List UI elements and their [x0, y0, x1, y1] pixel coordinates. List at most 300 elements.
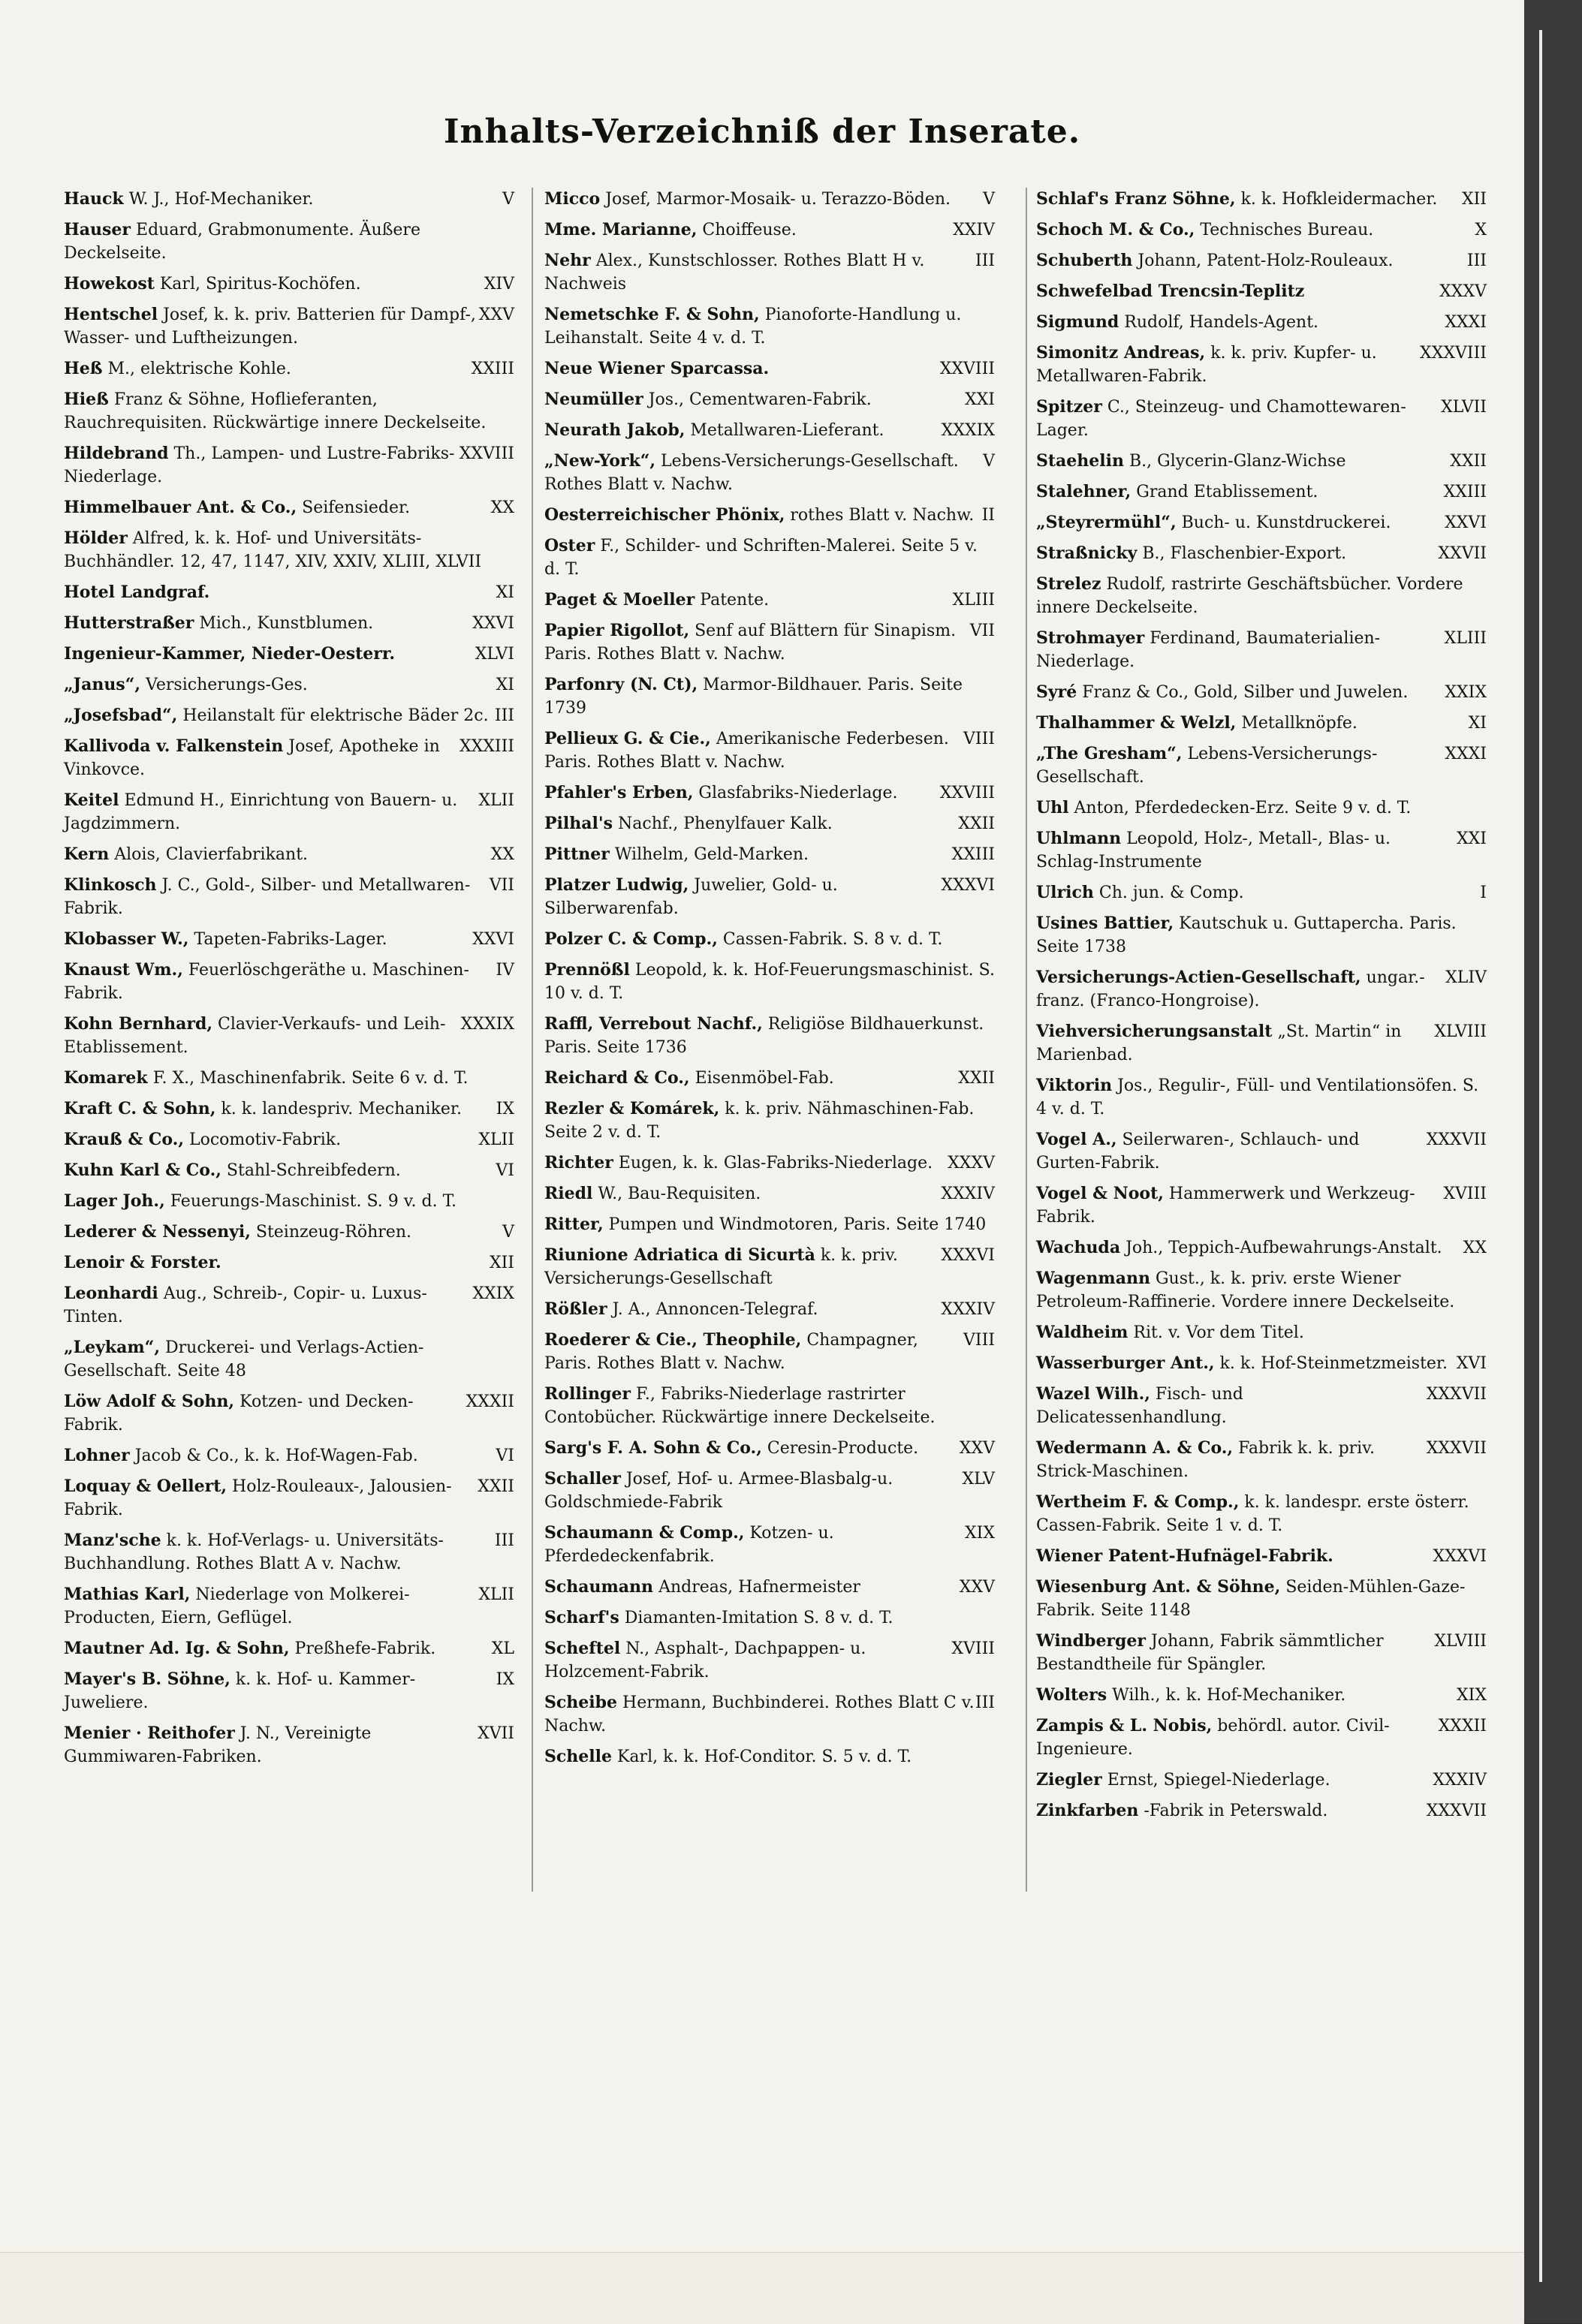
index-entry [544, 534, 995, 581]
index-entry [64, 1128, 514, 1151]
entry-reference: XXXIV [941, 1300, 995, 1319]
entry-description: W., Bau-Requisiten. [598, 1185, 761, 1203]
entry-name: Klinkosch [64, 875, 157, 895]
entry-name: Hentschel [64, 305, 158, 324]
entry-reference: XL [491, 1639, 514, 1658]
index-entry [64, 1390, 514, 1437]
entry-reference: XIX [1456, 1686, 1487, 1705]
entry-reference: IV [496, 961, 514, 980]
entry-reference: XXI [964, 390, 995, 409]
entry-description: Jos., Regulir-, Füll- und Ventilationsöfen. S. 4 v. d. T. [1036, 1076, 1479, 1118]
index-entry [1036, 396, 1487, 442]
entry-description: Patente. [700, 591, 770, 610]
index-entry [64, 1067, 514, 1090]
entry-reference: XXVIII [939, 360, 995, 378]
entry-reference: XXXI [1445, 745, 1487, 763]
index-entry [64, 1637, 514, 1660]
index-entry [544, 1067, 995, 1090]
entry-name: Schuberth [1036, 251, 1133, 270]
index-entry [544, 874, 995, 920]
entry-description: Seifensieder. [302, 498, 411, 517]
index-entry [544, 959, 995, 1005]
index-entry [544, 1522, 995, 1568]
entry-reference: XII [1461, 190, 1487, 209]
entry-reference: VII [489, 876, 514, 895]
entry-name: Viktorin [1036, 1076, 1113, 1095]
entry-name: Krauß & Co., [64, 1130, 184, 1149]
index-entry [1036, 1383, 1487, 1429]
entry-reference: XXII [958, 814, 995, 833]
entry-reference: V [983, 190, 995, 209]
entry-description: Champagner, Paris. Rothes Blatt v. Nachw. [544, 1331, 918, 1373]
entry-name: Simonitz Andreas, [1036, 343, 1206, 363]
entry-name: Micco [544, 189, 601, 209]
entry-name: Zinkfarben [1036, 1801, 1139, 1820]
entry-reference: XXIX [472, 1284, 514, 1303]
entry-name: Scharf's [544, 1608, 619, 1627]
entry-description: Jacob & Co., k. k. Hof-Wagen-Fab. [134, 1446, 418, 1465]
entry-reference: XXXV [948, 1154, 995, 1173]
entry-name: Schaller [544, 1469, 621, 1489]
index-entry [1036, 1545, 1487, 1568]
entry-reference: VIII [963, 730, 995, 748]
entry-reference: XXVI [472, 930, 514, 949]
entry-description: Steinzeug-Röhren. [255, 1223, 411, 1242]
entry-reference: XXVIII [459, 444, 514, 463]
entry-reference: XXXVI [1433, 1547, 1487, 1566]
entry-reference: XXXVII [1426, 1385, 1487, 1404]
entry-reference: XXXVII [1426, 1802, 1487, 1820]
column-divider [532, 188, 533, 1892]
entry-name: Vogel A., [1036, 1130, 1117, 1149]
entry-description: C., Steinzeug- und Chamottewaren-Lager. [1036, 398, 1406, 440]
index-entry [1036, 1684, 1487, 1707]
entry-description: behördl. autor. Civil-Ingenieure. [1036, 1717, 1390, 1759]
entry-description: Cassen-Fabrik. S. 8 v. d. T. [722, 930, 943, 949]
entry-reference: III [1466, 251, 1487, 270]
entry-description: Wilhelm, Geld-Marken. [614, 845, 809, 864]
index-entry [64, 442, 514, 489]
entry-name: Kohn Bernhard, [64, 1014, 213, 1034]
entry-name: Lenoir & Forster. [64, 1253, 221, 1272]
entry-description: Aug., Schreib-, Copir- u. Luxus-Tinten. [64, 1284, 427, 1326]
index-entry [1036, 1321, 1487, 1344]
entry-name: Lager Joh., [64, 1191, 165, 1211]
entry-description: F., Schilder- und Schriften-Malerei. Seite 5 v. d. T. [544, 537, 978, 579]
entry-description: B., Flaschenbier-Export. [1142, 544, 1347, 563]
entry-name: Raffl, Verrebout Nachf., [544, 1014, 763, 1034]
entry-name: Pittner [544, 844, 610, 864]
entry-reference: XXII [958, 1069, 995, 1088]
index-entry [544, 218, 995, 242]
index-entry [1036, 311, 1487, 334]
entry-description: Alfred, k. k. Hof- und Universitäts-Buchhändler. 12, 47, 1147, XIV, XXIV, XLIII, XLVII [64, 529, 482, 571]
entry-reference: XII [489, 1254, 514, 1272]
entry-description: Lebens-Versicherungs-Gesellschaft. [1036, 745, 1378, 787]
entry-reference: X [1475, 221, 1487, 239]
entry-reference: XLVIII [1434, 1022, 1487, 1041]
index-entry [1036, 966, 1487, 1013]
entry-name: Hieß [64, 390, 109, 409]
entry-name: Thalhammer & Welzl, [1036, 713, 1237, 733]
index-entry [64, 789, 514, 835]
index-entry [1036, 1020, 1487, 1067]
entry-reference: XXV [959, 1578, 995, 1597]
entry-description: Alex., Kunstschlosser. Rothes Blatt H v. Nachweis [544, 251, 925, 294]
entry-name: Schlaf's Franz Söhne, [1036, 189, 1236, 209]
entry-reference: XLII [478, 1585, 514, 1604]
index-entry [1036, 480, 1487, 504]
page-edge [1539, 30, 1542, 2282]
entry-name: Rollinger [544, 1384, 631, 1404]
entry-description: Nachf., Phenylfauer Kalk. [618, 814, 833, 833]
entry-name: Polzer C. & Comp., [544, 929, 718, 949]
entry-reference: V [502, 190, 514, 209]
entry-name: Kraft C. & Sohn, [64, 1099, 216, 1118]
entry-name: Sigmund [1036, 312, 1119, 332]
entry-reference: XLII [478, 791, 514, 810]
index-column-3 [1036, 188, 1487, 1830]
entry-name: Mayer's B. Söhne, [64, 1669, 231, 1689]
entry-reference: XXVIII [939, 784, 995, 802]
entry-name: Schwefelbad Trencsin-Teplitz [1036, 281, 1305, 301]
entry-reference: XXIII [1443, 483, 1487, 501]
entry-name: Strelez [1036, 574, 1101, 594]
entry-name: Parfonry (N. Ct), [544, 675, 698, 694]
index-entry [1036, 188, 1487, 211]
entry-description: Technisches Bureau. [1200, 221, 1374, 239]
entry-description: Seilerwaren-, Schlauch- und Gurten-Fabrik. [1036, 1130, 1360, 1173]
index-entry [64, 1529, 514, 1576]
index-entry [1036, 1576, 1487, 1622]
entry-reference: XXXVII [1426, 1130, 1487, 1149]
index-entry [64, 612, 514, 635]
index-column-2 [544, 188, 995, 1776]
index-entry [544, 388, 995, 411]
entry-name: Neurath Jakob, [544, 420, 686, 440]
entry-description: k. k. Hof- u. Kammer-Juweliere. [64, 1670, 416, 1712]
entry-name: Uhl [1036, 798, 1069, 817]
entry-name: Pfahler's Erben, [544, 783, 694, 802]
entry-reference: XXIII [951, 845, 995, 864]
entry-reference: XXXIV [941, 1185, 995, 1203]
entry-description: Lebens-Versicherungs-Gesellschaft. Rothes Blatt v. Nachw. [544, 452, 959, 494]
entry-description: Fisch- und Delicatessenhandlung. [1036, 1385, 1243, 1427]
index-entry [1036, 511, 1487, 534]
entry-name: Ingenieur-Kammer, Nieder-Oesterr. [64, 644, 396, 664]
entry-description: Seiden-Mühlen-Gaze-Fabrik. Seite 1148 [1036, 1578, 1466, 1620]
entry-name: Sarg's F. A. Sohn & Co., [544, 1438, 762, 1458]
entry-description: Alois, Clavierfabrikant. [114, 845, 309, 864]
entry-name: Spitzer [1036, 397, 1102, 417]
entry-reference: V [502, 1223, 514, 1242]
index-entry [64, 1221, 514, 1244]
entry-name: Ziegler [1036, 1770, 1102, 1790]
index-entry [1036, 1799, 1487, 1823]
entry-reference: XI [1468, 714, 1487, 733]
entry-name: Syré [1036, 682, 1077, 702]
entry-name: Waldheim [1036, 1323, 1128, 1342]
entry-name: Usines Battier, [1036, 914, 1174, 933]
entry-description: J. C., Gold-, Silber- und Metallwaren-Fabrik. [64, 876, 471, 918]
entry-name: Hölder [64, 528, 128, 548]
index-entry [544, 673, 995, 720]
entry-description: k. k. landespriv. Mechaniker. [221, 1100, 463, 1118]
index-entry [1036, 1182, 1487, 1229]
entry-description: Ferdinand, Baumaterialien-Niederlage. [1036, 629, 1381, 671]
entry-reference: XLIV [1445, 968, 1487, 987]
entry-name: „Josefsbad“, [64, 706, 178, 725]
index-entry [1036, 1074, 1487, 1121]
entry-description: Rit. v. Vor dem Titel. [1133, 1323, 1304, 1342]
entry-reference: VI [496, 1161, 514, 1180]
index-entry [1036, 218, 1487, 242]
index-entry [544, 1606, 995, 1630]
index-entry [1036, 342, 1487, 388]
index-entry [1036, 1769, 1487, 1792]
index-entry [64, 843, 514, 866]
index-entry [64, 357, 514, 381]
index-entry [544, 1468, 995, 1514]
index-entry [64, 1190, 514, 1213]
entry-name: Howekost [64, 274, 155, 294]
entry-description: F., Fabriks-Niederlage rastrirter Contobücher. Rückwärtige innere Deckelseite. [544, 1385, 936, 1427]
entry-name: Straßnicky [1036, 543, 1138, 563]
entry-name: Manz'sche [64, 1531, 161, 1550]
entry-name: Wasserburger Ant., [1036, 1353, 1215, 1373]
entry-reference: XXV [478, 306, 514, 324]
index-entry [1036, 1352, 1487, 1375]
entry-description: Eugen, k. k. Glas-Fabriks-Niederlage. [618, 1154, 933, 1173]
index-entry [544, 419, 995, 442]
entry-description: M., elektrische Kohle. [107, 360, 291, 378]
entry-name: Oster [544, 536, 595, 555]
entry-description: Hammerwerk und Werkzeug-Fabrik. [1036, 1185, 1415, 1227]
entry-description: Leopold, Holz-, Metall-, Blas- u. Schlag-Instrumente [1036, 829, 1391, 872]
entry-reference: XXXIX [941, 421, 995, 440]
index-entry [544, 1013, 995, 1059]
entry-name: Wertheim F. & Comp., [1036, 1492, 1240, 1512]
entry-name: Platzer Ludwig, [544, 875, 689, 895]
entry-reference: IX [496, 1100, 514, 1118]
entry-name: Paget & Moeller [544, 590, 695, 610]
entry-name: Hildebrand [64, 444, 169, 463]
entry-name: „Steyrermühl“, [1036, 513, 1177, 532]
index-entry [64, 673, 514, 697]
index-entry [1036, 1236, 1487, 1260]
entry-description: B., Glycerin-Glanz-Wichse [1129, 452, 1346, 471]
entry-reference: XXII [1450, 452, 1487, 471]
entry-name: Schaumann [544, 1577, 654, 1597]
index-entry [64, 704, 514, 727]
entry-name: Nemetschke F. & Sohn, [544, 305, 760, 324]
entry-name: Himmelbauer Ant. & Co., [64, 498, 297, 517]
entry-name: Vogel & Noot, [1036, 1184, 1164, 1203]
index-entry [544, 1576, 995, 1599]
entry-name: Pilhal's [544, 814, 613, 833]
entry-description: Glasfabriks-Niederlage. [698, 784, 898, 802]
entry-description: Fabrik k. k. priv. Strick-Maschinen. [1036, 1439, 1376, 1481]
entry-reference: XLIII [952, 591, 995, 610]
entry-description: Holz-Rouleaux-, Jalousien-Fabrik. [64, 1477, 452, 1519]
index-entry [64, 1722, 514, 1769]
entry-reference: XXII [478, 1477, 514, 1496]
entry-description: ungar.-franz. (Franco-Hongroise). [1036, 968, 1425, 1010]
entry-description: k. k. Hofkleidermacher. [1240, 190, 1438, 209]
entry-description: k. k. priv. Versicherungs-Gesellschaft [544, 1246, 898, 1288]
index-entry [544, 249, 995, 296]
index-entry [1036, 742, 1487, 789]
entry-description: Edmund H., Einrichtung von Bauern- u. Jagdzimmern. [64, 791, 458, 833]
page-bottom-margin [0, 2252, 1524, 2324]
index-entry [64, 1097, 514, 1121]
index-entry [64, 1668, 514, 1714]
index-entry [1036, 450, 1487, 473]
entry-reference: XXXVI [941, 1246, 995, 1265]
entry-description: -Fabrik in Peterswald. [1144, 1802, 1328, 1820]
entry-name: Mme. Marianne, [544, 220, 698, 239]
index-entry [1036, 1491, 1487, 1537]
entry-reference: XVII [478, 1724, 514, 1743]
entry-name: Papier Rigollot, [544, 621, 690, 640]
entry-name: Wiener Patent-Hufnägel-Fabrik. [1036, 1546, 1333, 1566]
entry-reference: I [1480, 884, 1487, 902]
index-entry [64, 218, 514, 265]
entry-name: Riunione Adriatica di Sicurtà [544, 1245, 815, 1265]
entry-description: k. k. priv. Kupfer- u. Metallwaren-Fabrik. [1036, 344, 1377, 386]
entry-reference: XLV [962, 1470, 995, 1489]
index-entry [64, 1251, 514, 1275]
entry-description: Grand Etablissement. [1136, 483, 1318, 501]
entry-description: k. k. landespr. erste österr. Cassen-Fabrik. Seite 1 v. d. T. [1036, 1493, 1469, 1535]
entry-name: Hauser [64, 220, 131, 239]
entry-reference: XXXI [1445, 313, 1487, 332]
index-entry [64, 272, 514, 296]
entry-description: Hermann, Buchbinderei. Rothes Blatt C v. Nachw. [544, 1693, 975, 1735]
entry-description: Leopold, k. k. Hof-Feuerungsmaschinist. S. 10 v. d. T. [544, 961, 995, 1003]
entry-description: k. k. Hof-Steinmetzmeister. [1219, 1354, 1448, 1373]
index-entry [544, 928, 995, 951]
entry-description: Johann, Patent-Holz-Rouleaux. [1138, 251, 1394, 270]
entry-reference: VIII [963, 1331, 995, 1350]
entry-name: Pellieux G. & Cie., [544, 729, 711, 748]
entry-name: Riedl [544, 1184, 593, 1203]
entry-reference: III [975, 1693, 995, 1712]
entry-reference: XXV [959, 1439, 995, 1458]
entry-reference: XXXVIII [1420, 344, 1487, 363]
index-entry [64, 188, 514, 211]
entry-description: Franz & Co., Gold, Silber und Juwelen. [1082, 683, 1409, 702]
entry-description: W. J., Hof-Mechaniker. [128, 190, 314, 209]
entry-reference: XX [1463, 1239, 1487, 1257]
entry-name: Rößler [544, 1299, 607, 1319]
index-entry [1036, 1714, 1487, 1761]
entry-description: Metallwaren-Lieferant. [690, 421, 884, 440]
entry-name: „Leykam“, [64, 1338, 160, 1357]
index-entry [64, 1159, 514, 1182]
entry-description: Rudolf, rastrirte Geschäftsbücher. Vordere innere Deckelseite. [1036, 575, 1463, 617]
index-entry [64, 1475, 514, 1522]
index-entry [64, 303, 514, 350]
entry-reference: VII [969, 622, 995, 640]
entry-description: Kautschuk u. Guttapercha. Paris. Seite 1738 [1036, 914, 1457, 956]
entry-reference: III [494, 1531, 514, 1550]
entry-name: Windberger [1036, 1631, 1146, 1651]
entry-name: Mautner Ad. Ig. & Sohn, [64, 1639, 290, 1658]
index-entry [1036, 542, 1487, 565]
entry-description: Josef, Apotheke in Vinkovce. [64, 737, 440, 779]
entry-reference: XXXII [1438, 1717, 1487, 1735]
index-entry [544, 450, 995, 496]
entry-description: Versicherungs-Ges. [146, 676, 308, 694]
entry-name: Reichard & Co., [544, 1068, 690, 1088]
index-entry [544, 843, 995, 866]
index-entry [544, 188, 995, 211]
entry-name: Loquay & Oellert, [64, 1477, 228, 1496]
index-entry [544, 1437, 995, 1460]
index-entry [64, 527, 514, 573]
entry-name: Klobasser W., [64, 929, 189, 949]
entry-description: Diamanten-Imitation S. 8 v. d. T. [624, 1609, 893, 1627]
entry-name: Stalehner, [1036, 482, 1132, 501]
entry-name: Lederer & Nessenyi, [64, 1222, 251, 1242]
entry-description: Kotzen- u. Pferdedeckenfabrik. [544, 1524, 834, 1566]
entry-description: Josef, Marmor-Mosaik- u. Terazzo-Böden. [605, 190, 951, 209]
entry-description: Jos., Cementwaren-Fabrik. [648, 390, 872, 409]
index-entry [544, 303, 995, 350]
entry-name: Ulrich [1036, 883, 1094, 902]
entry-description: k. k. priv. Nähmaschinen-Fab. Seite 2 v. d. T. [544, 1100, 975, 1142]
entry-name: „New-York“, [544, 451, 656, 471]
index-entry [64, 959, 514, 1005]
index-entry [544, 781, 995, 805]
entry-name: Wolters [1036, 1685, 1107, 1705]
entry-description: Karl, Spiritus-Kochöfen. [159, 275, 361, 294]
index-entry [544, 1691, 995, 1738]
entry-reference: XXVII [1438, 544, 1487, 563]
entry-description: Druckerei- und Verlags-Actien-Gesellschaft. Seite 48 [64, 1338, 424, 1380]
entry-description: Ernst, Spiegel-Niederlage. [1107, 1771, 1330, 1790]
entry-description: Kotzen- und Decken-Fabrik. [64, 1392, 414, 1434]
entry-description: Choiffeuse. [702, 221, 797, 239]
index-column-1 [64, 188, 514, 1776]
entry-name: Wedermann A. & Co., [1036, 1438, 1234, 1458]
index-entry [1036, 573, 1487, 619]
index-entry [64, 581, 514, 604]
index-entry [1036, 1267, 1487, 1314]
index-entry [64, 1444, 514, 1468]
index-entry [544, 1298, 995, 1321]
entry-reference: III [494, 706, 514, 725]
entry-reference: XXXIII [459, 737, 514, 756]
entry-description: Johann, Fabrik sämmtlicher Bestandtheile für Spängler. [1036, 1632, 1384, 1674]
entry-reference: XXVI [472, 614, 514, 633]
index-entry [1036, 912, 1487, 959]
entry-reference: XVI [1456, 1354, 1487, 1373]
entry-description: Religiöse Bildhauerkunst. Paris. Seite 1736 [544, 1015, 984, 1057]
entry-name: Heß [64, 359, 103, 378]
entry-name: Neue Wiener Sparcassa. [544, 359, 770, 378]
entry-description: Ch. jun. & Comp. [1098, 884, 1244, 902]
entry-reference: XIV [484, 275, 514, 294]
entry-name: Wiesenburg Ant. & Söhne, [1036, 1577, 1281, 1597]
entry-reference: II [981, 506, 995, 525]
entry-name: Schoch M. & Co., [1036, 220, 1195, 239]
entry-description: Juwelier, Gold- u. Silberwarenfab. [544, 876, 838, 918]
entry-description: Metallknöpfe. [1241, 714, 1358, 733]
entry-reference: XXXIV [1433, 1771, 1487, 1790]
entry-name: Kuhn Karl & Co., [64, 1160, 221, 1180]
